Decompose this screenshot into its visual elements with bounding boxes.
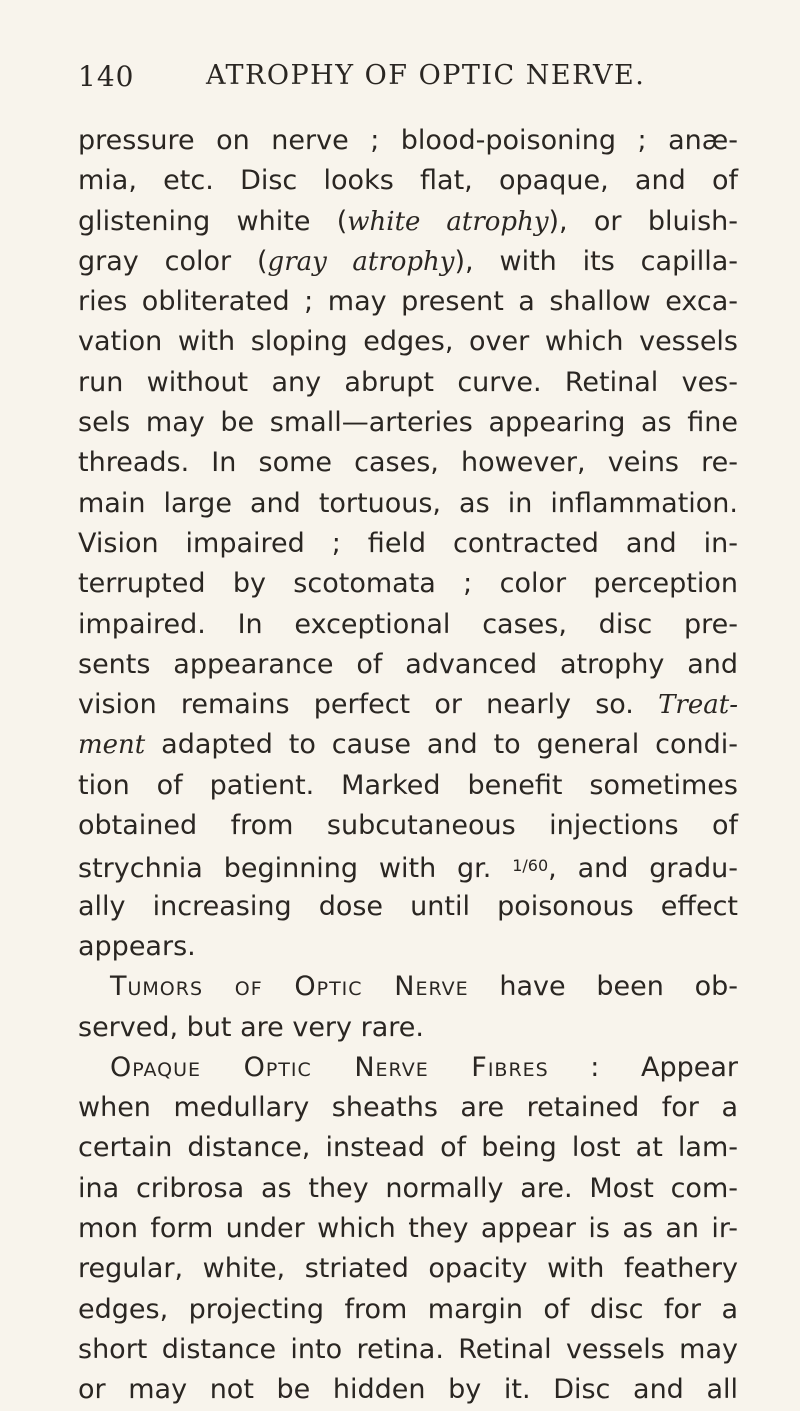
text-line bbox=[78, 766, 738, 806]
text-run: tion of patient. Marked benefit sometimes bbox=[78, 769, 738, 801]
text-line bbox=[78, 1290, 738, 1330]
text-line bbox=[78, 202, 738, 242]
text-line bbox=[78, 564, 738, 604]
text-line bbox=[78, 242, 738, 282]
text-line bbox=[78, 605, 738, 645]
text-line bbox=[78, 1169, 738, 1209]
text-run: have been ob- bbox=[468, 971, 738, 1003]
text-line bbox=[78, 484, 738, 524]
text-run: obtained from subcutaneous injections of bbox=[78, 810, 738, 842]
text-line bbox=[78, 322, 738, 362]
text-line bbox=[78, 1088, 738, 1128]
body-text bbox=[78, 121, 738, 1411]
text-run: ), with its capilla- bbox=[454, 245, 738, 277]
page-number: 140 bbox=[78, 60, 135, 93]
running-head bbox=[78, 60, 738, 100]
text-run: threads. In some cases, however, veins re- bbox=[78, 447, 738, 479]
text-line bbox=[78, 1048, 738, 1088]
text-run: run without any abrupt curve. Retinal ves- bbox=[78, 366, 738, 398]
text-run: pressure on nerve ; blood-poisoning ; anæ- bbox=[78, 125, 738, 156]
text-line bbox=[78, 685, 738, 725]
text-line bbox=[78, 846, 738, 886]
text-run: or may not be hidden by it. Disc and all bbox=[78, 1374, 738, 1406]
text-line bbox=[78, 1249, 738, 1289]
text-run: main large and tortuous, as in inflammation. bbox=[78, 487, 738, 519]
text-line bbox=[78, 282, 738, 322]
text-line bbox=[78, 1128, 738, 1168]
text-line bbox=[78, 927, 738, 967]
text-run: gray color ( bbox=[78, 245, 268, 277]
text-run: impaired. In exceptional cases, disc pre- bbox=[78, 608, 738, 640]
italic-text: ment bbox=[78, 730, 146, 761]
text-line bbox=[78, 121, 738, 161]
text-line bbox=[78, 1209, 738, 1249]
text-line bbox=[78, 161, 738, 201]
section-heading: Tumors of Optic Nerve bbox=[110, 971, 469, 1003]
text-run: strychnia beginning with gr. bbox=[78, 853, 513, 885]
text-line bbox=[78, 443, 738, 483]
text-run: sels may be small—arteries appearing as fine bbox=[78, 407, 738, 439]
text-line bbox=[78, 1330, 738, 1370]
text-line bbox=[78, 967, 738, 1007]
text-run: ina cribrosa as they normally are. Most com- bbox=[78, 1172, 738, 1204]
text-run: regular, white, striated opacity with feathery bbox=[78, 1253, 738, 1285]
text-line bbox=[78, 403, 738, 443]
text-run: terrupted by scotomata ; color perception bbox=[78, 568, 738, 600]
text-line bbox=[78, 887, 738, 927]
text-line bbox=[78, 524, 738, 564]
text-run: appears. bbox=[78, 930, 196, 962]
text-run: when medullary sheaths are retained for a bbox=[78, 1092, 738, 1124]
fraction: 1/60 bbox=[512, 856, 549, 876]
text-run: ), or bluish- bbox=[548, 205, 738, 237]
text-run: , and gradu- bbox=[548, 853, 738, 885]
section-heading: Opaque Optic Nerve Fibres bbox=[110, 1051, 549, 1083]
italic-text: white atrophy bbox=[347, 206, 549, 237]
text-run: : Appear bbox=[548, 1051, 738, 1083]
text-run: sents appearance of advanced atrophy and bbox=[78, 648, 738, 680]
text-run: mia, etc. Disc looks flat, opaque, and of bbox=[78, 165, 738, 197]
text-run: edges, projecting from margin of disc for a bbox=[78, 1293, 738, 1325]
text-run: certain distance, instead of being lost at lam- bbox=[78, 1132, 738, 1164]
text-line bbox=[78, 645, 738, 685]
text-run: vation with sloping edges, over which vessels bbox=[78, 326, 738, 358]
text-line bbox=[78, 806, 738, 846]
text-run: adapted to cause and to general condi- bbox=[145, 729, 738, 761]
text-line bbox=[78, 1008, 738, 1048]
text-run: Vision impaired ; field contracted and in- bbox=[78, 527, 738, 559]
chapter-title: ATROPHY OF OPTIC NERVE. bbox=[206, 60, 646, 91]
text-run: ally increasing dose until poisonous effect bbox=[78, 890, 738, 922]
text-run: mon form under which they appear is as an ir- bbox=[78, 1213, 738, 1245]
text-run: short distance into retina. Retinal vessels may bbox=[78, 1333, 738, 1365]
italic-text: gray atrophy bbox=[267, 246, 455, 277]
text-run: glistening white ( bbox=[78, 205, 348, 237]
text-run: vision remains perfect or nearly so. bbox=[78, 689, 659, 721]
text-line bbox=[78, 1370, 738, 1410]
text-line bbox=[78, 725, 738, 765]
text-line bbox=[78, 363, 738, 403]
text-run: ries obliterated ; may present a shallow exca- bbox=[78, 286, 738, 318]
italic-text: Treat- bbox=[658, 690, 738, 721]
text-run: served, but are very rare. bbox=[78, 1011, 424, 1043]
